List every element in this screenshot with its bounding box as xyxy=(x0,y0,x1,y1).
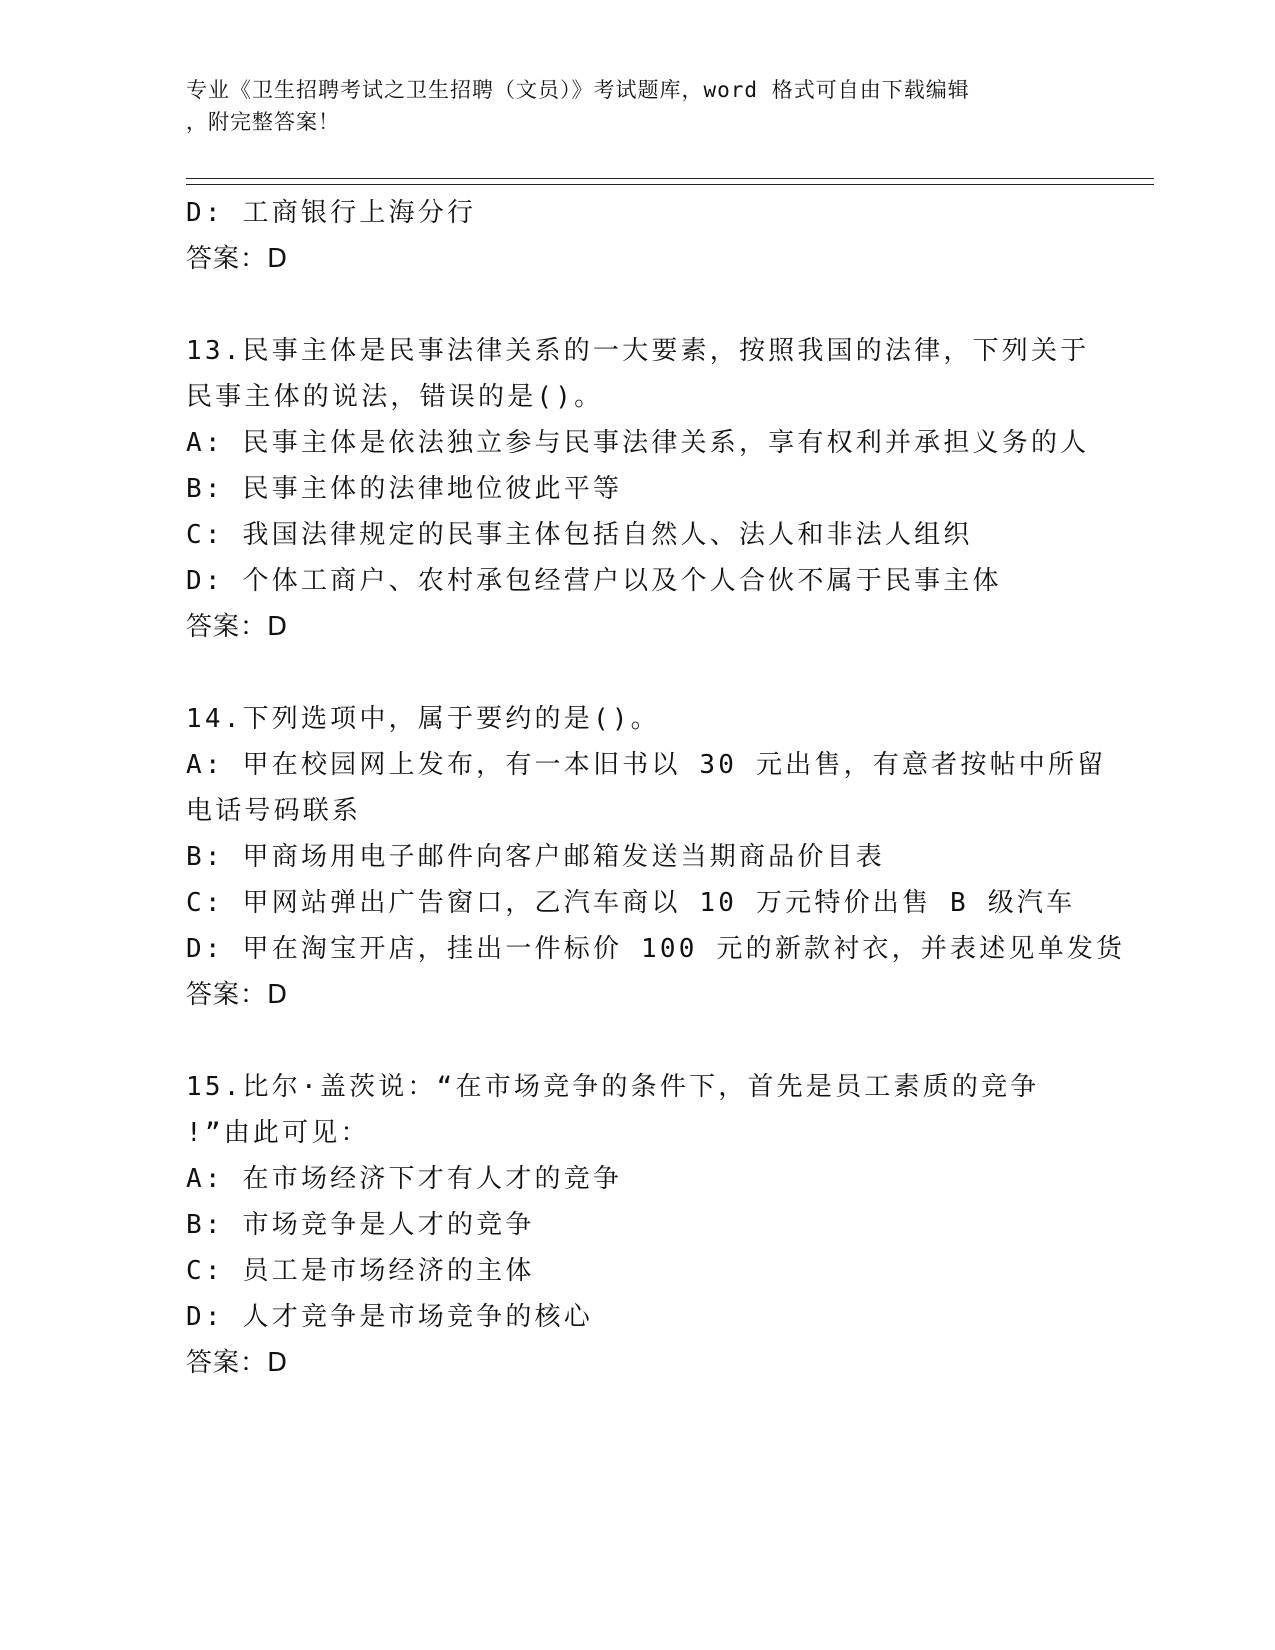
question-14 xyxy=(186,696,1126,1018)
question-stem: 15.比尔·盖茨说：“在市场竞争的条件下，首先是员工素质的竞争 xyxy=(186,1072,1040,1102)
option-a: A: 甲在校园网上发布，有一本旧书以 30 元出售，有意者按帖中所留 xyxy=(186,750,1107,780)
spacer xyxy=(186,1018,1086,1064)
question-list xyxy=(186,190,1126,1386)
option-d: D: 个体工商户、农村承包经营户以及个人合伙不属于民事主体 xyxy=(186,566,1002,596)
option-d: D: 人才竞争是市场竞争的核心 xyxy=(186,1302,593,1332)
answer-line: 答案：D xyxy=(186,612,289,642)
question-15 xyxy=(186,1064,1086,1386)
option-d: D: 甲在淘宝开店，挂出一件标价 100 元的新款衬衣，并表述见单发货 xyxy=(186,934,1126,964)
spacer xyxy=(186,650,1086,696)
header-divider-bottom xyxy=(186,184,1154,185)
option-c: C: 员工是市场经济的主体 xyxy=(186,1256,535,1286)
option-c: C: 甲网站弹出广告窗口，乙汽车商以 10 万元特价出售 B 级汽车 xyxy=(186,888,1076,918)
question-stem: 14.下列选项中，属于要约的是()。 xyxy=(186,704,660,734)
option-a: A: 在市场经济下才有人才的竞争 xyxy=(186,1164,623,1194)
page-header xyxy=(186,74,1086,138)
question-13 xyxy=(186,328,1090,650)
spacer xyxy=(186,282,1086,328)
option-b: B: 市场竞争是人才的竞争 xyxy=(186,1210,535,1240)
previous-question-tail xyxy=(186,190,1086,282)
option-c: C: 我国法律规定的民事主体包括自然人、法人和非法人组织 xyxy=(186,520,973,550)
question-stem-continued: 民事主体的说法，错误的是()。 xyxy=(186,382,604,412)
answer-line: 答案：D xyxy=(186,244,289,274)
question-stem-continued: !”由此可见： xyxy=(186,1118,370,1148)
header-line-1: 专业《卫生招聘考试之卫生招聘（文员）》考试题库，word 格式可自由下载编辑 xyxy=(186,78,970,102)
option-b: B: 民事主体的法律地位彼此平等 xyxy=(186,474,623,504)
answer-line: 答案：D xyxy=(186,1348,289,1378)
option-b: B: 甲商场用电子邮件向客户邮箱发送当期商品价目表 xyxy=(186,842,885,872)
option-a: A: 民事主体是依法独立参与民事法律关系，享有权利并承担义务的人 xyxy=(186,428,1090,458)
option-a-continued: 电话号码联系 xyxy=(186,796,362,826)
answer-line: 答案：D xyxy=(186,980,289,1010)
question-stem: 13.民事主体是民事法律关系的一大要素，按照我国的法律，下列关于 xyxy=(186,336,1090,366)
option-d: D: 工商银行上海分行 xyxy=(186,198,477,228)
header-divider-top xyxy=(186,178,1154,179)
header-line-2: ，附完整答案！ xyxy=(186,110,340,134)
